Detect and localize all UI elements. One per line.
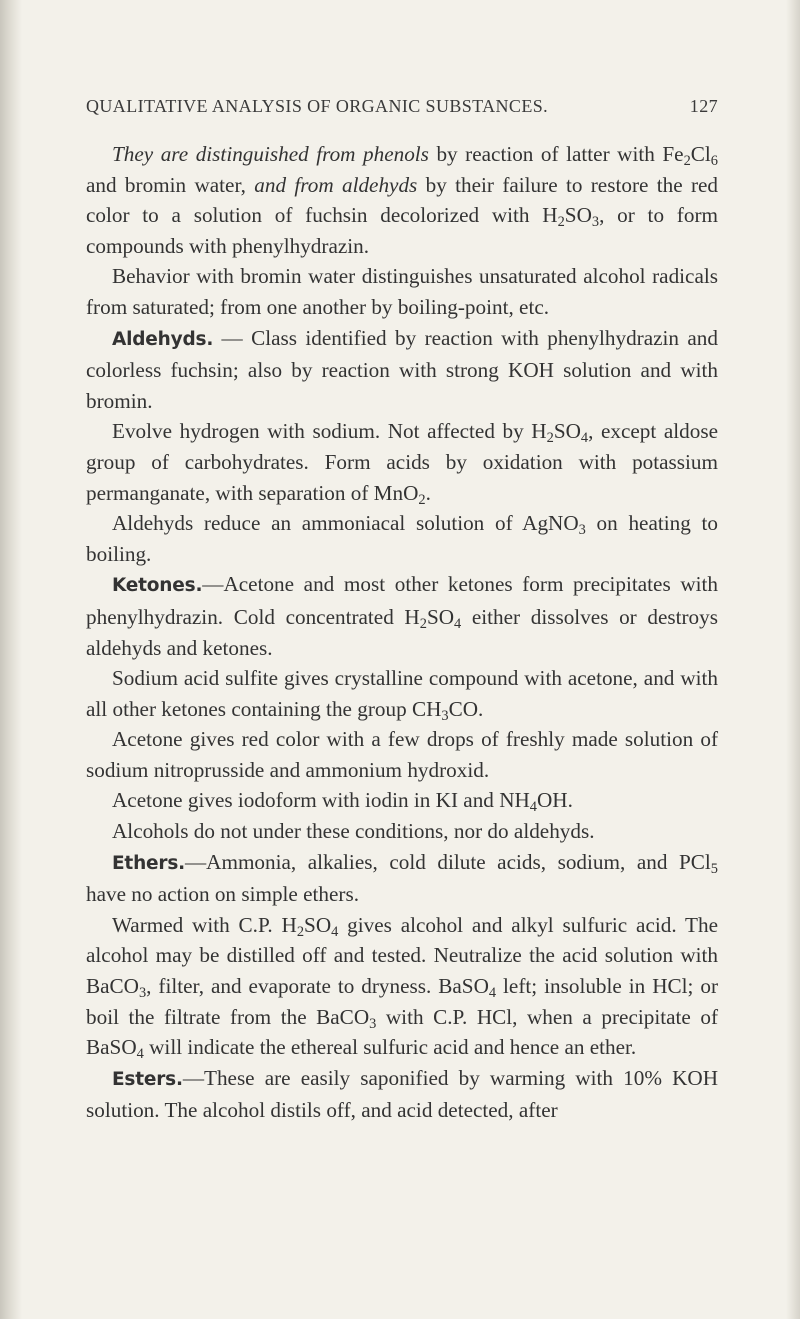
subscript: 3 (441, 707, 449, 724)
subscript: 2 (418, 491, 426, 508)
paragraph-phenols (86, 139, 718, 261)
subscript: 4 (136, 1046, 144, 1063)
subscript: 4 (580, 430, 589, 447)
text-span: OH. (537, 788, 573, 813)
text-span: have no action on simple ethers. (86, 882, 360, 907)
text-span: — Class identified by reaction with phenylhydrazin and colorless fuchsin; also by reaction with strong KOH solution and with bromin. (86, 325, 718, 413)
subscript: 4 (488, 985, 497, 1002)
text-span: and from aldehyds (254, 172, 418, 197)
subscript: 3 (138, 985, 147, 1002)
subscript: 6 (710, 153, 718, 170)
text-span: and bromin water, (86, 172, 255, 197)
paragraph-alcohols-note: Alcohols do not under these conditions, nor do aldehyds. (112, 819, 595, 844)
paragraph-acetone-nitroprusside: Acetone gives red color with a few drops of freshly made solution of sodium nitroprusside and ammonium hydroxid. (86, 727, 718, 782)
section-head-esters: Esters. (112, 1068, 183, 1090)
subscript: 2 (546, 430, 554, 447)
text-span: They are distinguished from phenols (112, 142, 429, 166)
text-span: on heating to boiling. (86, 511, 718, 566)
text-span: , filter, and evaporate to dryness. BaSO (146, 974, 489, 999)
subscript: 2 (296, 923, 305, 940)
text-span: by their failure to restore the red color to a solution of fuchsin decolorized with H (86, 172, 718, 228)
page-body (86, 139, 718, 1126)
section-head-ketones: Ketones. (112, 575, 203, 597)
text-span: —Acetone and most other ketones form precipitates with phenylhydrazin. Cold concentrated H (86, 572, 718, 629)
text-span: Aldehyds reduce an ammoniacal solution of AgNO (112, 511, 579, 536)
text-span: . (425, 480, 431, 505)
text-span: CO. (448, 696, 484, 721)
subscript: 5 (710, 860, 718, 877)
text-span: either dissolves or destroys aldehyds and ketones. (86, 604, 718, 660)
text-span: SO (553, 419, 581, 444)
running-title: QUALITATIVE ANALYSIS OF ORGANIC SUBSTANCES. (86, 96, 549, 116)
paragraph-ethers (86, 847, 718, 910)
text-span: , except aldose group of carbohydrates. Form acids by oxidation with potassium permanganate, with separation of MnO (86, 419, 718, 505)
section-head-ethers: Ethers. (112, 852, 185, 874)
text-span: Sodium acid sulfite gives crystalline compound with acetone, and with all other ketones containing the group CH (86, 666, 718, 721)
paragraph-aldehyds (86, 323, 718, 417)
paragraph-ethers-sulfuric (86, 910, 718, 1063)
text-span: Cl (690, 142, 711, 166)
subscript: 2 (557, 214, 565, 231)
text-span: —These are easily saponified by warming with 10% KOH solution. The alcohol distils off, and acid detected, after (86, 1065, 718, 1123)
subscript: 4 (331, 923, 339, 940)
subscript: 3 (369, 1015, 377, 1032)
paragraph-sodium-sulfite (86, 663, 718, 724)
text-span: Warmed with C.P. H (112, 912, 297, 937)
subscript: 4 (454, 615, 462, 632)
subscript: 2 (683, 153, 691, 170)
section-head-aldehyds: Aldehyds. (112, 328, 214, 350)
book-page (86, 96, 718, 1126)
paragraph-bromin-behavior: Behavior with bromin water distinguishes unsaturated alcohol radicals from saturated; from one another by boiling-point, etc. (86, 264, 718, 319)
page-edge-shadow-left (0, 0, 22, 1319)
text-span: gives alcohol and alkyl sulfuric acid. The alcohol may be distilled off and tested. Neutralize the acid solution with BaCO (86, 912, 719, 999)
subscript: 3 (578, 522, 586, 539)
text-span: left; insoluble in HCl; or boil the filtrate from the BaCO (86, 974, 719, 1029)
text-span: SO (564, 203, 592, 228)
page-edge-shadow-right (786, 0, 800, 1319)
text-span: with C.P. HCl, when a precipitate of BaSO (86, 1004, 718, 1060)
subscript: 3 (591, 214, 600, 231)
page-number: 127 (689, 96, 718, 116)
paragraph-acetone-iodoform (86, 785, 718, 816)
text-span: SO (304, 912, 332, 937)
paragraph-esters (86, 1063, 718, 1126)
text-span: Evolve hydrogen with sodium. Not affected by H (112, 419, 547, 444)
paragraph-aldehyds-sodium (86, 416, 718, 508)
text-span: Acetone gives iodoform with iodin in KI and NH (112, 788, 530, 813)
subscript: 2 (419, 615, 427, 632)
text-span: will indicate the ethereal sulfuric acid and hence an ether. (143, 1035, 637, 1060)
paragraph-ketones (86, 569, 718, 663)
text-span: —Ammonia, alkalies, cold dilute acids, sodium, and PCl (184, 849, 711, 874)
text-span: SO (426, 604, 455, 629)
running-head (86, 96, 718, 117)
text-span: , or to form compounds with phenylhydrazin. (86, 203, 718, 258)
subscript: 4 (529, 799, 537, 816)
paragraph-aldehyds-silver (86, 508, 718, 569)
text-span: by reaction of latter with Fe (428, 142, 684, 166)
